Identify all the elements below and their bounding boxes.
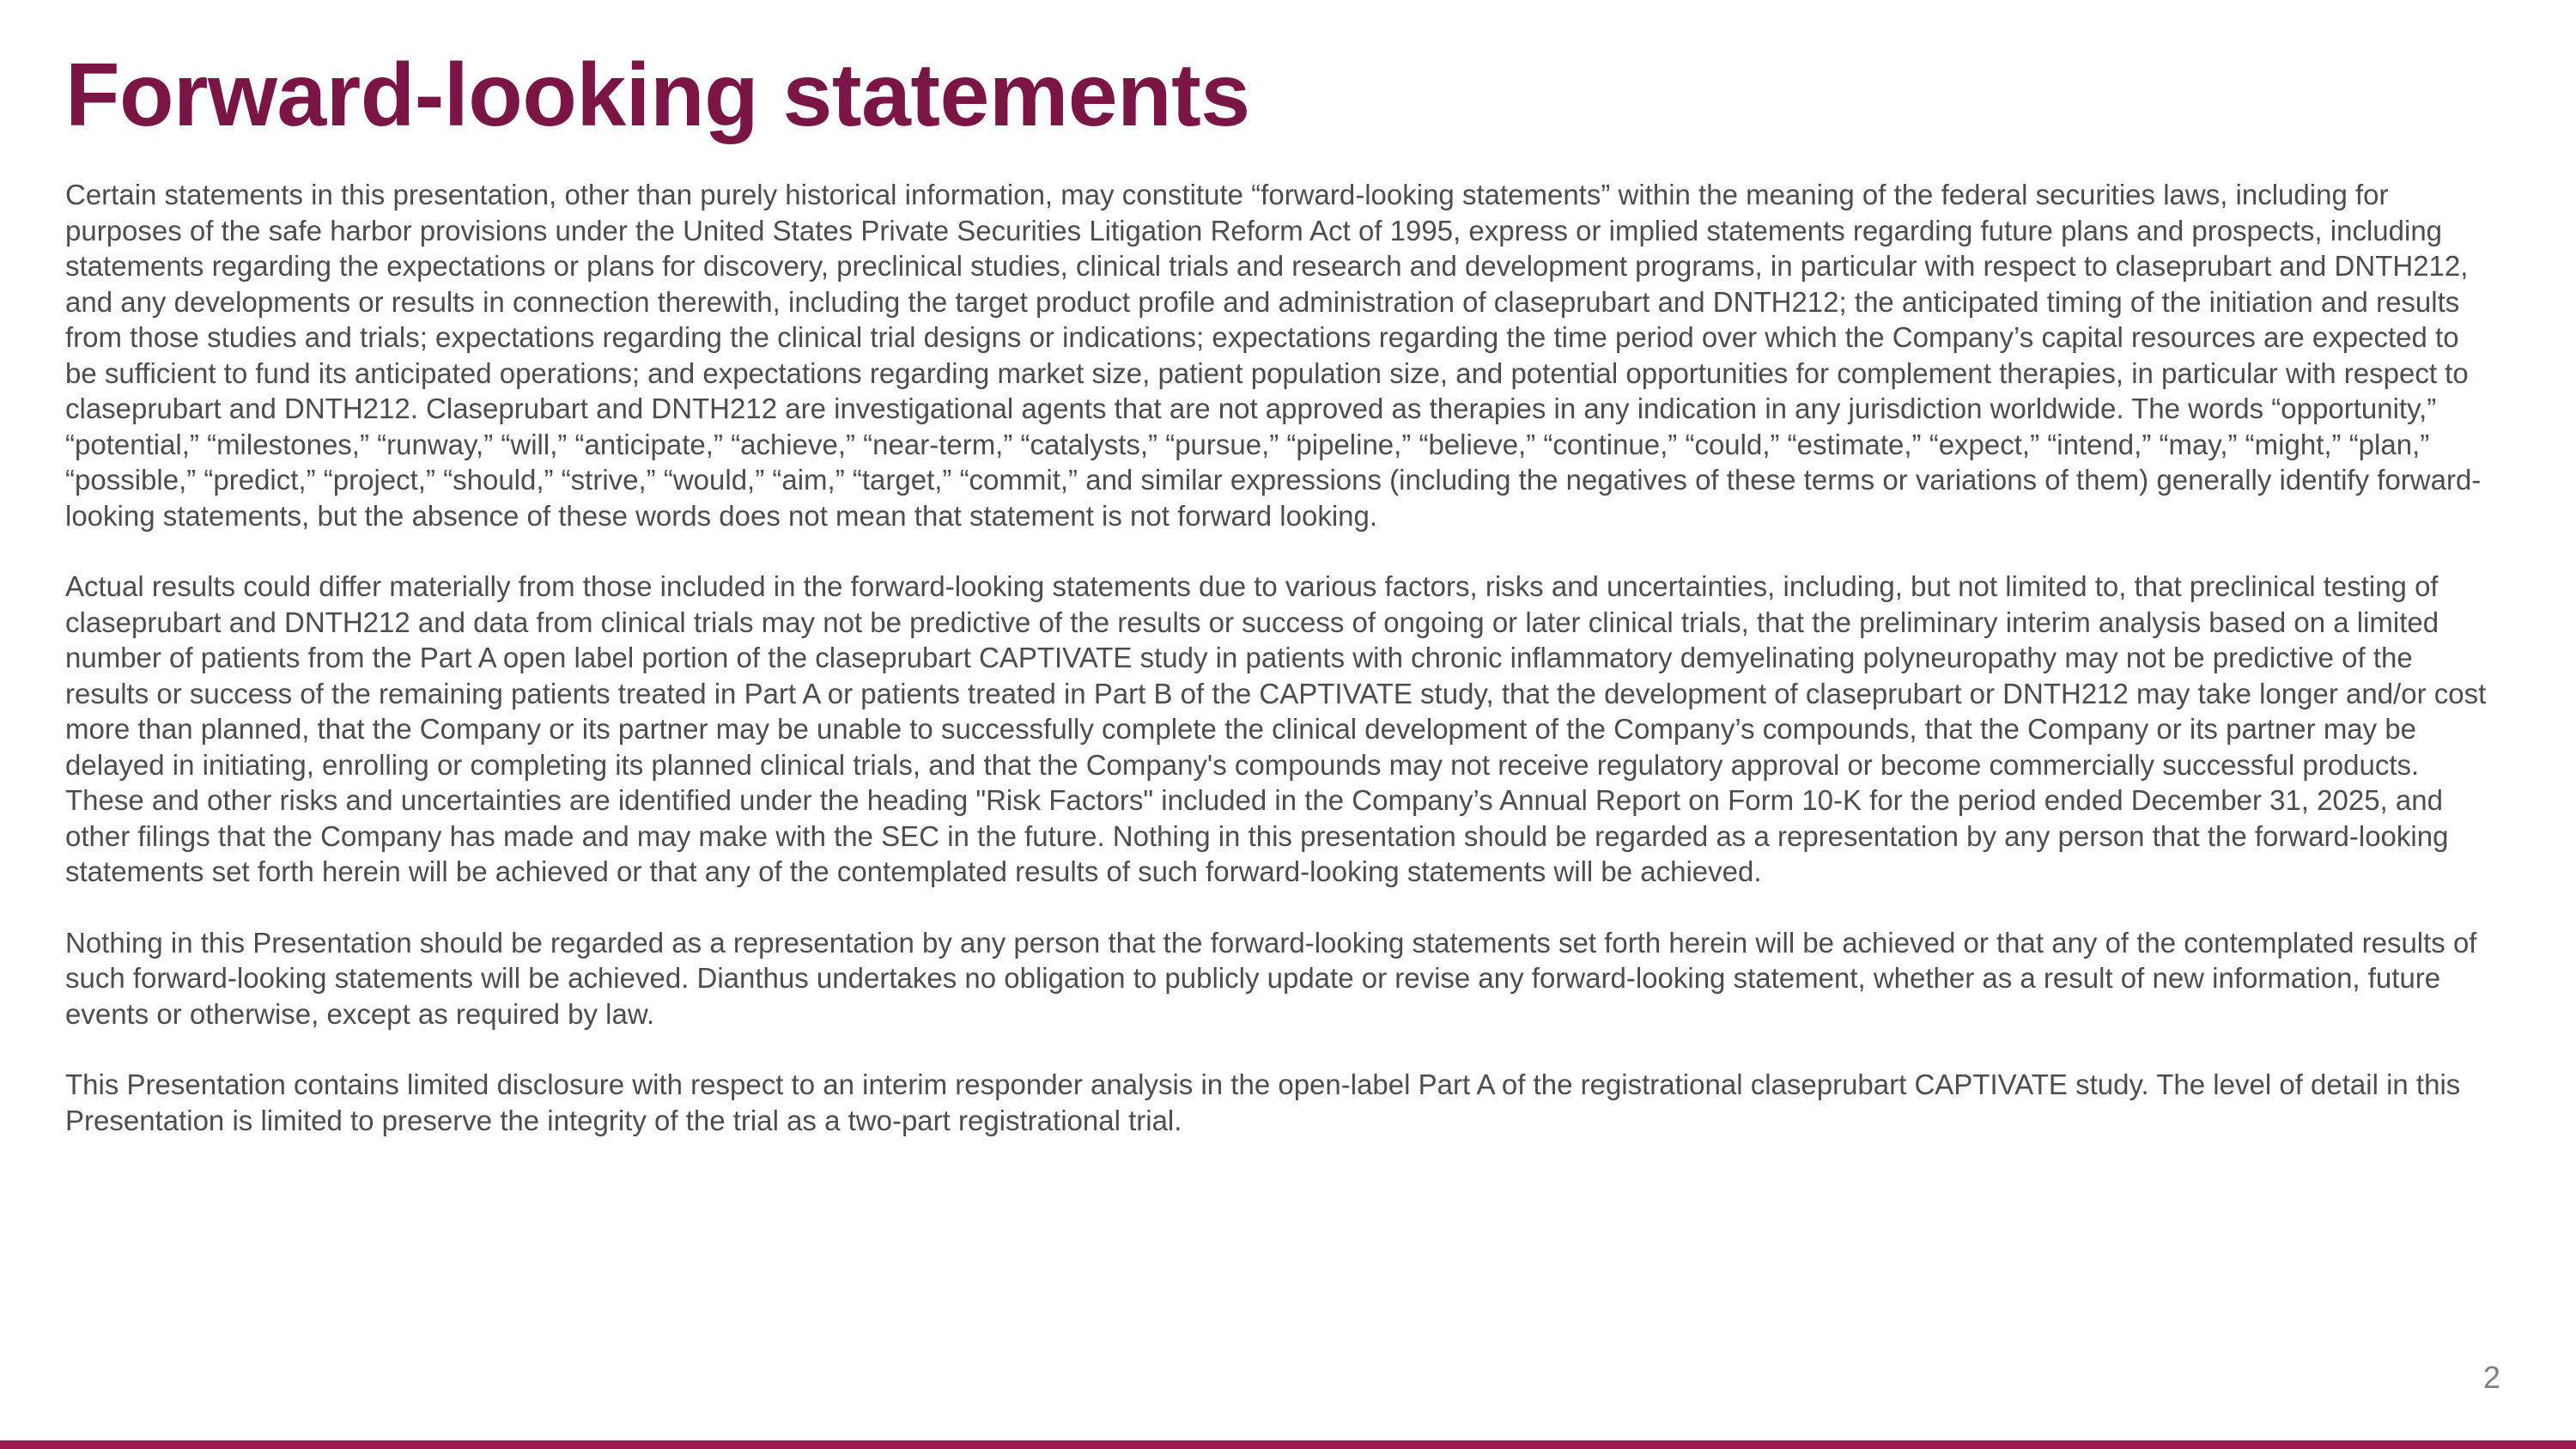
paragraph-risk-factors: Actual results could differ materially from those included in the forward-looking statements due to various factors, risks and uncertainties, including, but not limited to, that preclinical testing of claseprubart and DNTH212 and data from clinical trials may not be predictive of the results or success of ongoing or later clinical trials, that the preliminary interim analysis based on a limited number of patients from the Part A open label portion of the claseprubart CAPTIVATE study in patients with chronic inflammatory demyelinating polyneuropathy may not be predictive of the results or success of the remaining patients treated in Part A or patients treated in Part B of the CAPTIVATE study, that the development of claseprubart or DNTH212 may take longer and/or cost more than planned, that the Company or its partner may be unable to successfully complete the clinical development of the Company’s compounds, that the Company or its partner may be delayed in initiating, enrolling or completing its planned clinical trials, and that the Company's compounds may not receive regulatory approval or become commercially successful products. These and other risks and uncertainties are identified under the heading "Risk Factors" included in the Company’s Annual Report on Form 10-K for the period ended December 31, 2025, and other filings that the Company has made and may make with the SEC in the future. Nothing in this presentation should be regarded as a representation by any person that the forward-looking statements set forth herein will be achieved or that any of the contemplated results of such forward-looking statements will be achieved.: [65, 570, 2487, 887]
paragraph-no-obligation: Nothing in this Presentation should be regarded as a representation by any person that the forward-looking statements set forth herein will be achieved or that any of the contemplated results of such forward-looking statements will be achieved. Dianthus undertakes no obligation to publicly update or revise any forward-looking statement, whether as a result of new information, future events or otherwise, except as required by law.: [65, 926, 2477, 1030]
paragraph-limited-disclosure: This Presentation contains limited disclosure with respect to an interim responder analysis in the open-label Part A of the registrational claseprubart CAPTIVATE study. The level of detail in this Presentation is limited to preserve the integrity of the trial as a two-part registrational trial.: [65, 1068, 2461, 1136]
disclaimer-body: [65, 177, 2495, 1173]
page-title: Forward-looking statements: [65, 46, 1250, 145]
footer-accent-bar: [0, 1440, 2576, 1449]
paragraph-forward-looking-definition: Certain statements in this presentation, other than purely historical information, may constitute “forward-looking statements” within the meaning of the federal securities laws, including for purposes of the safe harbor provisions under the United States Private Securities Litigation Reform Act of 1995, express or implied statements regarding future plans and prospects, including statements regarding the expectations or plans for discovery, preclinical studies, clinical trials and research and development programs, in particular with respect to claseprubart and DNTH212, and any developments or results in connection therewith, including the target product profile and administration of claseprubart and DNTH212; the anticipated timing of the initiation and results from those studies and trials; expectations regarding the clinical trial designs or indications; expectations regarding the time period over which the Company’s capital resources are expected to be sufficient to fund its anticipated operations; and expectations regarding market size, patient population size, and potential opportunities for complement therapies, in particular with respect to claseprubart and DNTH212. Claseprubart and DNTH212 are investigational agents that are not approved as therapies in any indication in any jurisdiction worldwide. The words “opportunity,” “potential,” “milestones,” “runway,” “will,” “anticipate,” “achieve,” “near-term,” “catalysts,” “pursue,” “pipeline,” “believe,” “continue,” “could,” “estimate,” “expect,” “intend,” “may,” “might,” “plan,” “possible,” “predict,” “project,” “should,” “strive,” “would,” “aim,” “target,” “commit,” and similar expressions (including the negatives of these terms or variations of them) generally identify forward-looking statements, but the absence of these words does not mean that statement is not forward looking.: [65, 179, 2482, 532]
page-number: 2: [2482, 1360, 2500, 1395]
